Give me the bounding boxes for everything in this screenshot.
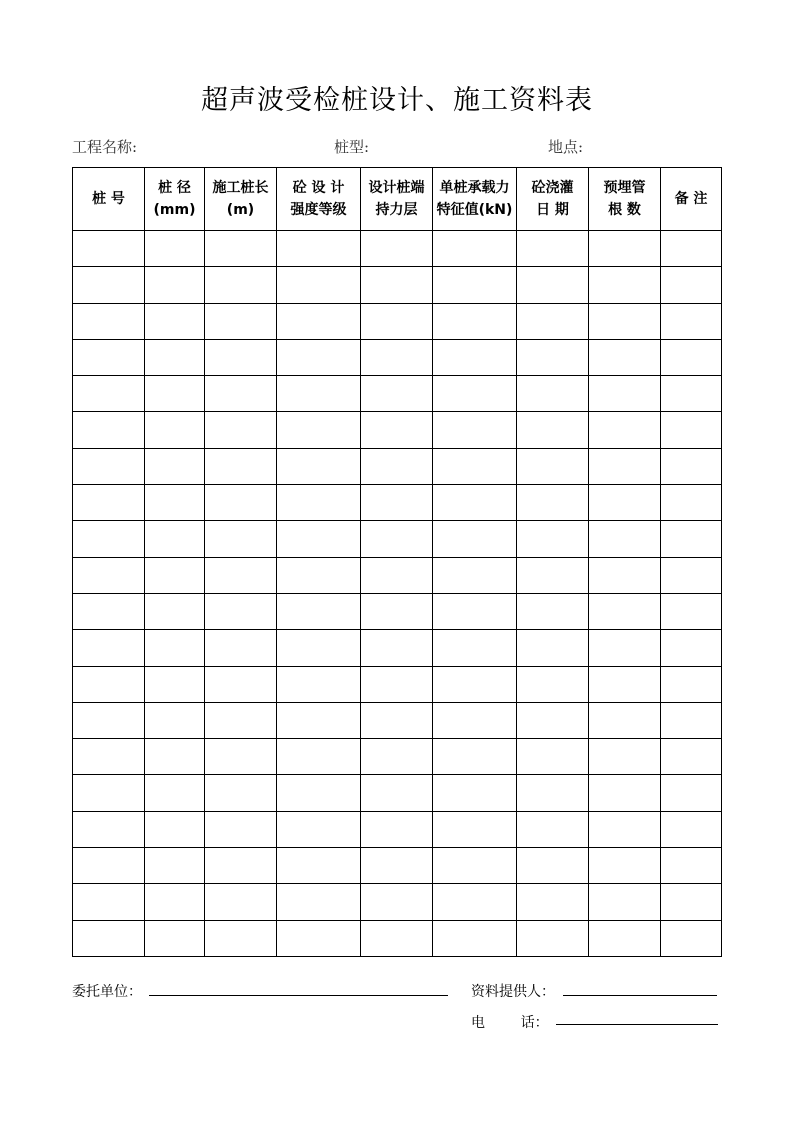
- table-cell[interactable]: [433, 666, 517, 702]
- table-cell[interactable]: [145, 521, 205, 557]
- table-cell[interactable]: [73, 412, 145, 448]
- table-cell[interactable]: [277, 775, 361, 811]
- header-pile-diameter: [145, 168, 205, 231]
- table-cell[interactable]: [433, 448, 517, 484]
- header-pour-date: [517, 168, 589, 231]
- table-cell[interactable]: [205, 231, 277, 267]
- table-row: [73, 339, 722, 375]
- table-cell[interactable]: [361, 848, 433, 884]
- table-cell[interactable]: [361, 593, 433, 629]
- table-cell[interactable]: [589, 848, 661, 884]
- table-cell[interactable]: [145, 303, 205, 339]
- table-cell[interactable]: [517, 521, 589, 557]
- table-cell[interactable]: [73, 376, 145, 412]
- table-cell[interactable]: [73, 231, 145, 267]
- client-underline[interactable]: [149, 995, 448, 996]
- table-cell[interactable]: [433, 557, 517, 593]
- table-cell[interactable]: [517, 231, 589, 267]
- header-line: 单桩承载力: [439, 180, 510, 196]
- location-label: 地点:: [548, 138, 584, 156]
- phone-underline[interactable]: [556, 1024, 718, 1025]
- table-cell[interactable]: [517, 884, 589, 920]
- table-cell[interactable]: [661, 739, 722, 775]
- client-label: 委托单位：: [72, 984, 142, 1000]
- table-cell[interactable]: [361, 303, 433, 339]
- table-cell[interactable]: [73, 811, 145, 847]
- table-cell[interactable]: [145, 267, 205, 303]
- table-cell[interactable]: [205, 412, 277, 448]
- header-line: 砼 设 计: [292, 180, 345, 196]
- table-cell[interactable]: [145, 811, 205, 847]
- table-cell[interactable]: [277, 848, 361, 884]
- table-cell[interactable]: [589, 557, 661, 593]
- table-cell[interactable]: [433, 339, 517, 375]
- table-cell[interactable]: [589, 811, 661, 847]
- table-cell[interactable]: [361, 884, 433, 920]
- table-cell[interactable]: [361, 920, 433, 956]
- table-cell[interactable]: [433, 376, 517, 412]
- table-cell[interactable]: [145, 448, 205, 484]
- table-row: [73, 485, 722, 521]
- header-line: 桩 径: [158, 180, 191, 196]
- table-cell[interactable]: [277, 412, 361, 448]
- table-cell[interactable]: [589, 485, 661, 521]
- phone-label: 电 话：: [471, 1015, 549, 1031]
- header-line: 桩 号: [92, 191, 125, 207]
- header-concrete-design-grade: [277, 168, 361, 231]
- table-cell[interactable]: [517, 448, 589, 484]
- table-cell[interactable]: [361, 521, 433, 557]
- table-cell[interactable]: [73, 702, 145, 738]
- table-cell[interactable]: [145, 557, 205, 593]
- table-cell[interactable]: [661, 630, 722, 666]
- table-cell[interactable]: [517, 848, 589, 884]
- table-cell[interactable]: [277, 557, 361, 593]
- table-cell[interactable]: [73, 630, 145, 666]
- table-cell[interactable]: [361, 557, 433, 593]
- table-cell[interactable]: [73, 848, 145, 884]
- table-cell[interactable]: [661, 666, 722, 702]
- table-cell[interactable]: [277, 521, 361, 557]
- table-cell[interactable]: [433, 702, 517, 738]
- table-cell[interactable]: [145, 666, 205, 702]
- table-cell[interactable]: [661, 303, 722, 339]
- table-cell[interactable]: [517, 811, 589, 847]
- header-line: (m): [226, 202, 255, 218]
- table-cell[interactable]: [205, 376, 277, 412]
- table-cell[interactable]: [589, 412, 661, 448]
- table-cell[interactable]: [661, 339, 722, 375]
- project-name-label: 工程名称:: [72, 138, 138, 156]
- table-cell[interactable]: [433, 303, 517, 339]
- table-cell[interactable]: [517, 267, 589, 303]
- table-row: [73, 593, 722, 629]
- table-cell[interactable]: [277, 339, 361, 375]
- table-cell[interactable]: [361, 267, 433, 303]
- table-cell[interactable]: [205, 739, 277, 775]
- table-row: [73, 739, 722, 775]
- table-cell[interactable]: [205, 339, 277, 375]
- table-cell[interactable]: [361, 485, 433, 521]
- table-cell[interactable]: [433, 630, 517, 666]
- header-line: 设计桩端: [368, 180, 425, 196]
- table-row: [73, 267, 722, 303]
- table-cell[interactable]: [145, 920, 205, 956]
- table-cell[interactable]: [277, 485, 361, 521]
- table-cell[interactable]: [589, 666, 661, 702]
- table-cell[interactable]: [73, 593, 145, 629]
- table-cell[interactable]: [205, 775, 277, 811]
- table-cell[interactable]: [433, 848, 517, 884]
- table-cell[interactable]: [73, 557, 145, 593]
- table-row: [73, 920, 722, 956]
- table-cell[interactable]: [661, 884, 722, 920]
- table-cell[interactable]: [433, 521, 517, 557]
- header-line: 备 注: [674, 191, 708, 207]
- table-cell[interactable]: [661, 521, 722, 557]
- table-body: [73, 231, 722, 957]
- table-cell[interactable]: [73, 920, 145, 956]
- table-cell[interactable]: [205, 267, 277, 303]
- table-cell[interactable]: [433, 811, 517, 847]
- table-cell[interactable]: [205, 593, 277, 629]
- table-cell[interactable]: [433, 267, 517, 303]
- table-row: [73, 884, 722, 920]
- table-cell[interactable]: [73, 884, 145, 920]
- table-cell[interactable]: [361, 412, 433, 448]
- table-cell[interactable]: [145, 848, 205, 884]
- table-cell[interactable]: [433, 485, 517, 521]
- table-cell[interactable]: [277, 920, 361, 956]
- table-cell[interactable]: [661, 920, 722, 956]
- provider-label: 资料提供人：: [471, 984, 555, 1000]
- header-line: 日 期: [536, 202, 569, 218]
- table-cell[interactable]: [277, 630, 361, 666]
- table-cell[interactable]: [589, 376, 661, 412]
- table-header-row: [73, 168, 722, 231]
- header-line: 强度等级: [290, 202, 347, 218]
- table-cell[interactable]: [361, 630, 433, 666]
- table-cell[interactable]: [145, 884, 205, 920]
- table-cell[interactable]: [661, 448, 722, 484]
- table-cell[interactable]: [589, 884, 661, 920]
- header-line: 施工桩长: [212, 180, 269, 196]
- table-cell[interactable]: [517, 376, 589, 412]
- table-cell[interactable]: [73, 739, 145, 775]
- table-cell[interactable]: [589, 521, 661, 557]
- table-cell[interactable]: [589, 920, 661, 956]
- table-cell[interactable]: [517, 339, 589, 375]
- header-construction-pile-length: [205, 168, 277, 231]
- table-cell[interactable]: [661, 811, 722, 847]
- table-row: [73, 231, 722, 267]
- table-cell[interactable]: [73, 267, 145, 303]
- table-cell[interactable]: [589, 630, 661, 666]
- table-cell[interactable]: [205, 848, 277, 884]
- table-cell[interactable]: [205, 666, 277, 702]
- pile-type-label: 桩型:: [334, 138, 370, 156]
- table-cell[interactable]: [661, 267, 722, 303]
- table-row: [73, 848, 722, 884]
- header-line: 预埋管: [603, 180, 646, 196]
- table-cell[interactable]: [517, 739, 589, 775]
- table-cell[interactable]: [589, 775, 661, 811]
- table-cell[interactable]: [205, 630, 277, 666]
- table-cell[interactable]: [205, 920, 277, 956]
- header-line: 砼浇灌: [531, 180, 574, 196]
- table-cell[interactable]: [433, 739, 517, 775]
- table-cell[interactable]: [361, 775, 433, 811]
- table-cell[interactable]: [361, 739, 433, 775]
- table-cell[interactable]: [73, 485, 145, 521]
- table-cell[interactable]: [517, 666, 589, 702]
- header-line: (mm): [153, 202, 196, 218]
- table-cell[interactable]: [277, 811, 361, 847]
- table-cell[interactable]: [205, 521, 277, 557]
- table-cell[interactable]: [661, 557, 722, 593]
- table-cell[interactable]: [361, 339, 433, 375]
- header-line: 持力层: [375, 202, 418, 218]
- table-cell[interactable]: [361, 231, 433, 267]
- table-cell[interactable]: [205, 557, 277, 593]
- table-cell[interactable]: [145, 630, 205, 666]
- table-cell[interactable]: [205, 303, 277, 339]
- table-cell[interactable]: [145, 485, 205, 521]
- provider-underline[interactable]: [563, 995, 717, 996]
- table-row: [73, 557, 722, 593]
- table-cell[interactable]: [145, 739, 205, 775]
- table-row: [73, 775, 722, 811]
- table-cell[interactable]: [145, 231, 205, 267]
- table-cell[interactable]: [517, 630, 589, 666]
- table-cell[interactable]: [661, 848, 722, 884]
- table-cell[interactable]: [145, 412, 205, 448]
- table-cell[interactable]: [361, 376, 433, 412]
- table-cell[interactable]: [73, 666, 145, 702]
- table-cell[interactable]: [589, 267, 661, 303]
- table-cell[interactable]: [589, 231, 661, 267]
- table-row: [73, 376, 722, 412]
- header-bearing-capacity: [433, 168, 517, 231]
- table-row: [73, 448, 722, 484]
- table-cell[interactable]: [205, 811, 277, 847]
- table-cell[interactable]: [661, 231, 722, 267]
- table-row: [73, 811, 722, 847]
- table-row: [73, 521, 722, 557]
- table-cell[interactable]: [73, 775, 145, 811]
- table-cell[interactable]: [73, 521, 145, 557]
- header-line: 根 数: [608, 202, 641, 218]
- table-cell[interactable]: [661, 412, 722, 448]
- table-cell[interactable]: [277, 231, 361, 267]
- table-cell[interactable]: [145, 702, 205, 738]
- table-cell[interactable]: [73, 303, 145, 339]
- table-cell[interactable]: [277, 448, 361, 484]
- table-cell[interactable]: [517, 557, 589, 593]
- table-cell[interactable]: [589, 702, 661, 738]
- table-row: [73, 630, 722, 666]
- table-cell[interactable]: [433, 920, 517, 956]
- table-cell[interactable]: [661, 593, 722, 629]
- table-cell[interactable]: [205, 485, 277, 521]
- table-cell[interactable]: [361, 448, 433, 484]
- table-cell[interactable]: [589, 303, 661, 339]
- table-cell[interactable]: [433, 775, 517, 811]
- table-cell[interactable]: [145, 339, 205, 375]
- table-cell[interactable]: [145, 593, 205, 629]
- table-cell[interactable]: [73, 448, 145, 484]
- table-cell[interactable]: [277, 884, 361, 920]
- table-cell[interactable]: [205, 702, 277, 738]
- table-cell[interactable]: [589, 339, 661, 375]
- pile-data-table: [72, 167, 722, 957]
- table-cell[interactable]: [433, 231, 517, 267]
- table-cell[interactable]: [517, 920, 589, 956]
- table-cell[interactable]: [277, 702, 361, 738]
- table-row: [73, 702, 722, 738]
- table-cell[interactable]: [277, 593, 361, 629]
- table-cell[interactable]: [433, 412, 517, 448]
- table-cell[interactable]: [361, 702, 433, 738]
- table-cell[interactable]: [589, 739, 661, 775]
- table-cell[interactable]: [517, 485, 589, 521]
- table-row: [73, 666, 722, 702]
- table-cell[interactable]: [433, 593, 517, 629]
- header-embedded-tube-count: [589, 168, 661, 231]
- table-cell[interactable]: [661, 376, 722, 412]
- table-cell[interactable]: [205, 448, 277, 484]
- table-cell[interactable]: [145, 775, 205, 811]
- table-cell[interactable]: [433, 884, 517, 920]
- table-cell[interactable]: [589, 448, 661, 484]
- table-cell[interactable]: [205, 884, 277, 920]
- table-cell[interactable]: [73, 339, 145, 375]
- table-cell[interactable]: [661, 485, 722, 521]
- header-remarks: [661, 168, 722, 231]
- table-cell[interactable]: [517, 593, 589, 629]
- table-cell[interactable]: [277, 267, 361, 303]
- table-cell[interactable]: [277, 376, 361, 412]
- header-line: 特征值(kN): [436, 202, 513, 218]
- table-cell[interactable]: [661, 775, 722, 811]
- table-cell[interactable]: [589, 593, 661, 629]
- table-cell[interactable]: [277, 739, 361, 775]
- table-cell[interactable]: [517, 303, 589, 339]
- table-cell[interactable]: [277, 666, 361, 702]
- table-row: [73, 303, 722, 339]
- table-cell[interactable]: [145, 376, 205, 412]
- header-pile-no: [73, 168, 145, 231]
- table-cell[interactable]: [517, 412, 589, 448]
- table-cell[interactable]: [517, 702, 589, 738]
- table-cell[interactable]: [517, 775, 589, 811]
- table-cell[interactable]: [361, 666, 433, 702]
- header-design-bearing-layer: [361, 168, 433, 231]
- table-cell[interactable]: [277, 303, 361, 339]
- table-cell[interactable]: [661, 702, 722, 738]
- table-row: [73, 412, 722, 448]
- document-title: 超声波受检桩设计、施工资料表: [201, 85, 593, 116]
- table-cell[interactable]: [361, 811, 433, 847]
